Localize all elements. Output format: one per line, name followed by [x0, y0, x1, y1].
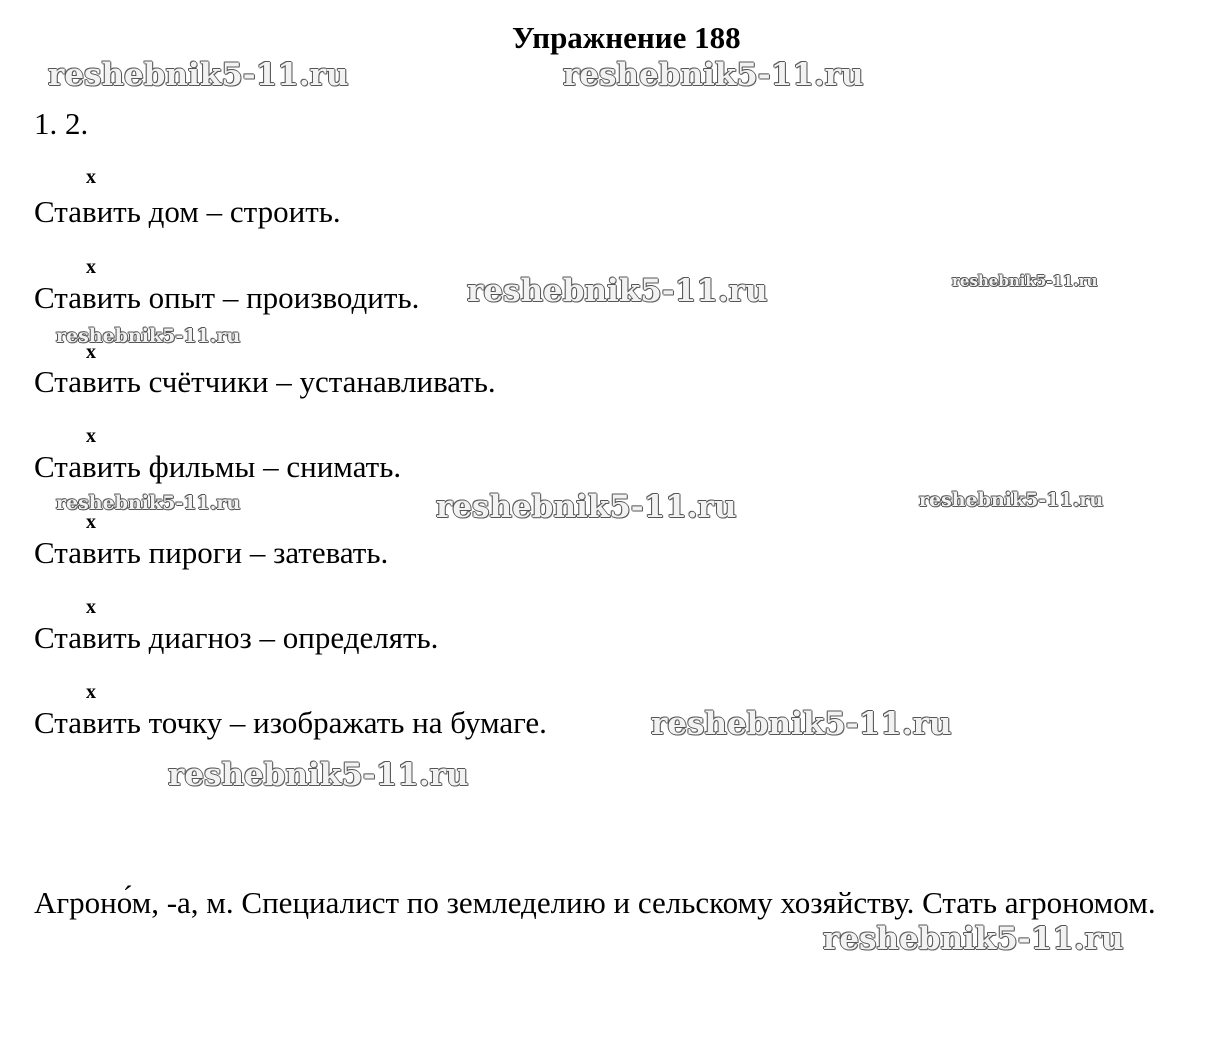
- phrase-line: Ставить фильмы – снимать.: [34, 449, 402, 484]
- phrase-line: Ставить дом – строить.: [34, 194, 341, 229]
- stress-mark: x: [86, 596, 96, 618]
- watermark: reshebnik5-11.ru: [651, 706, 952, 742]
- watermark: reshebnik5-11.ru: [48, 57, 349, 93]
- phrase-line: Ставить опыт – производить.: [34, 280, 420, 315]
- stress-mark: x: [86, 341, 96, 363]
- exercise-title: Упражнение 188: [512, 20, 741, 55]
- stress-mark: x: [86, 425, 96, 447]
- watermark: reshebnik5-11.ru: [56, 325, 241, 347]
- stress-mark: x: [86, 256, 96, 278]
- watermark: reshebnik5-11.ru: [168, 757, 469, 793]
- phrase-line: Ставить пироги – затевать.: [34, 535, 389, 570]
- phrase-line: Ставить счётчики – устанавливать.: [34, 364, 496, 399]
- phrase-line: Ставить точку – изображать на бумаге.: [34, 705, 547, 740]
- dictionary-definition: Агроно́м, -а, м. Специалист по земледелию и сельскому хозяйству. Стать агрономом.: [34, 885, 1156, 920]
- stress-mark: x: [86, 681, 96, 703]
- watermark: reshebnik5-11.ru: [563, 57, 864, 93]
- watermark: reshebnik5-11.ru: [919, 489, 1104, 511]
- watermark: reshebnik5-11.ru: [56, 492, 241, 514]
- stress-mark: x: [86, 166, 96, 188]
- phrase-line: Ставить диагноз – определять.: [34, 620, 439, 655]
- watermark: reshebnik5-11.ru: [952, 272, 1098, 290]
- watermark: reshebnik5-11.ru: [823, 921, 1124, 957]
- task-numbers: 1. 2.: [34, 106, 89, 141]
- stress-mark: x: [86, 511, 96, 533]
- watermark: reshebnik5-11.ru: [467, 273, 768, 309]
- watermark: reshebnik5-11.ru: [436, 489, 737, 525]
